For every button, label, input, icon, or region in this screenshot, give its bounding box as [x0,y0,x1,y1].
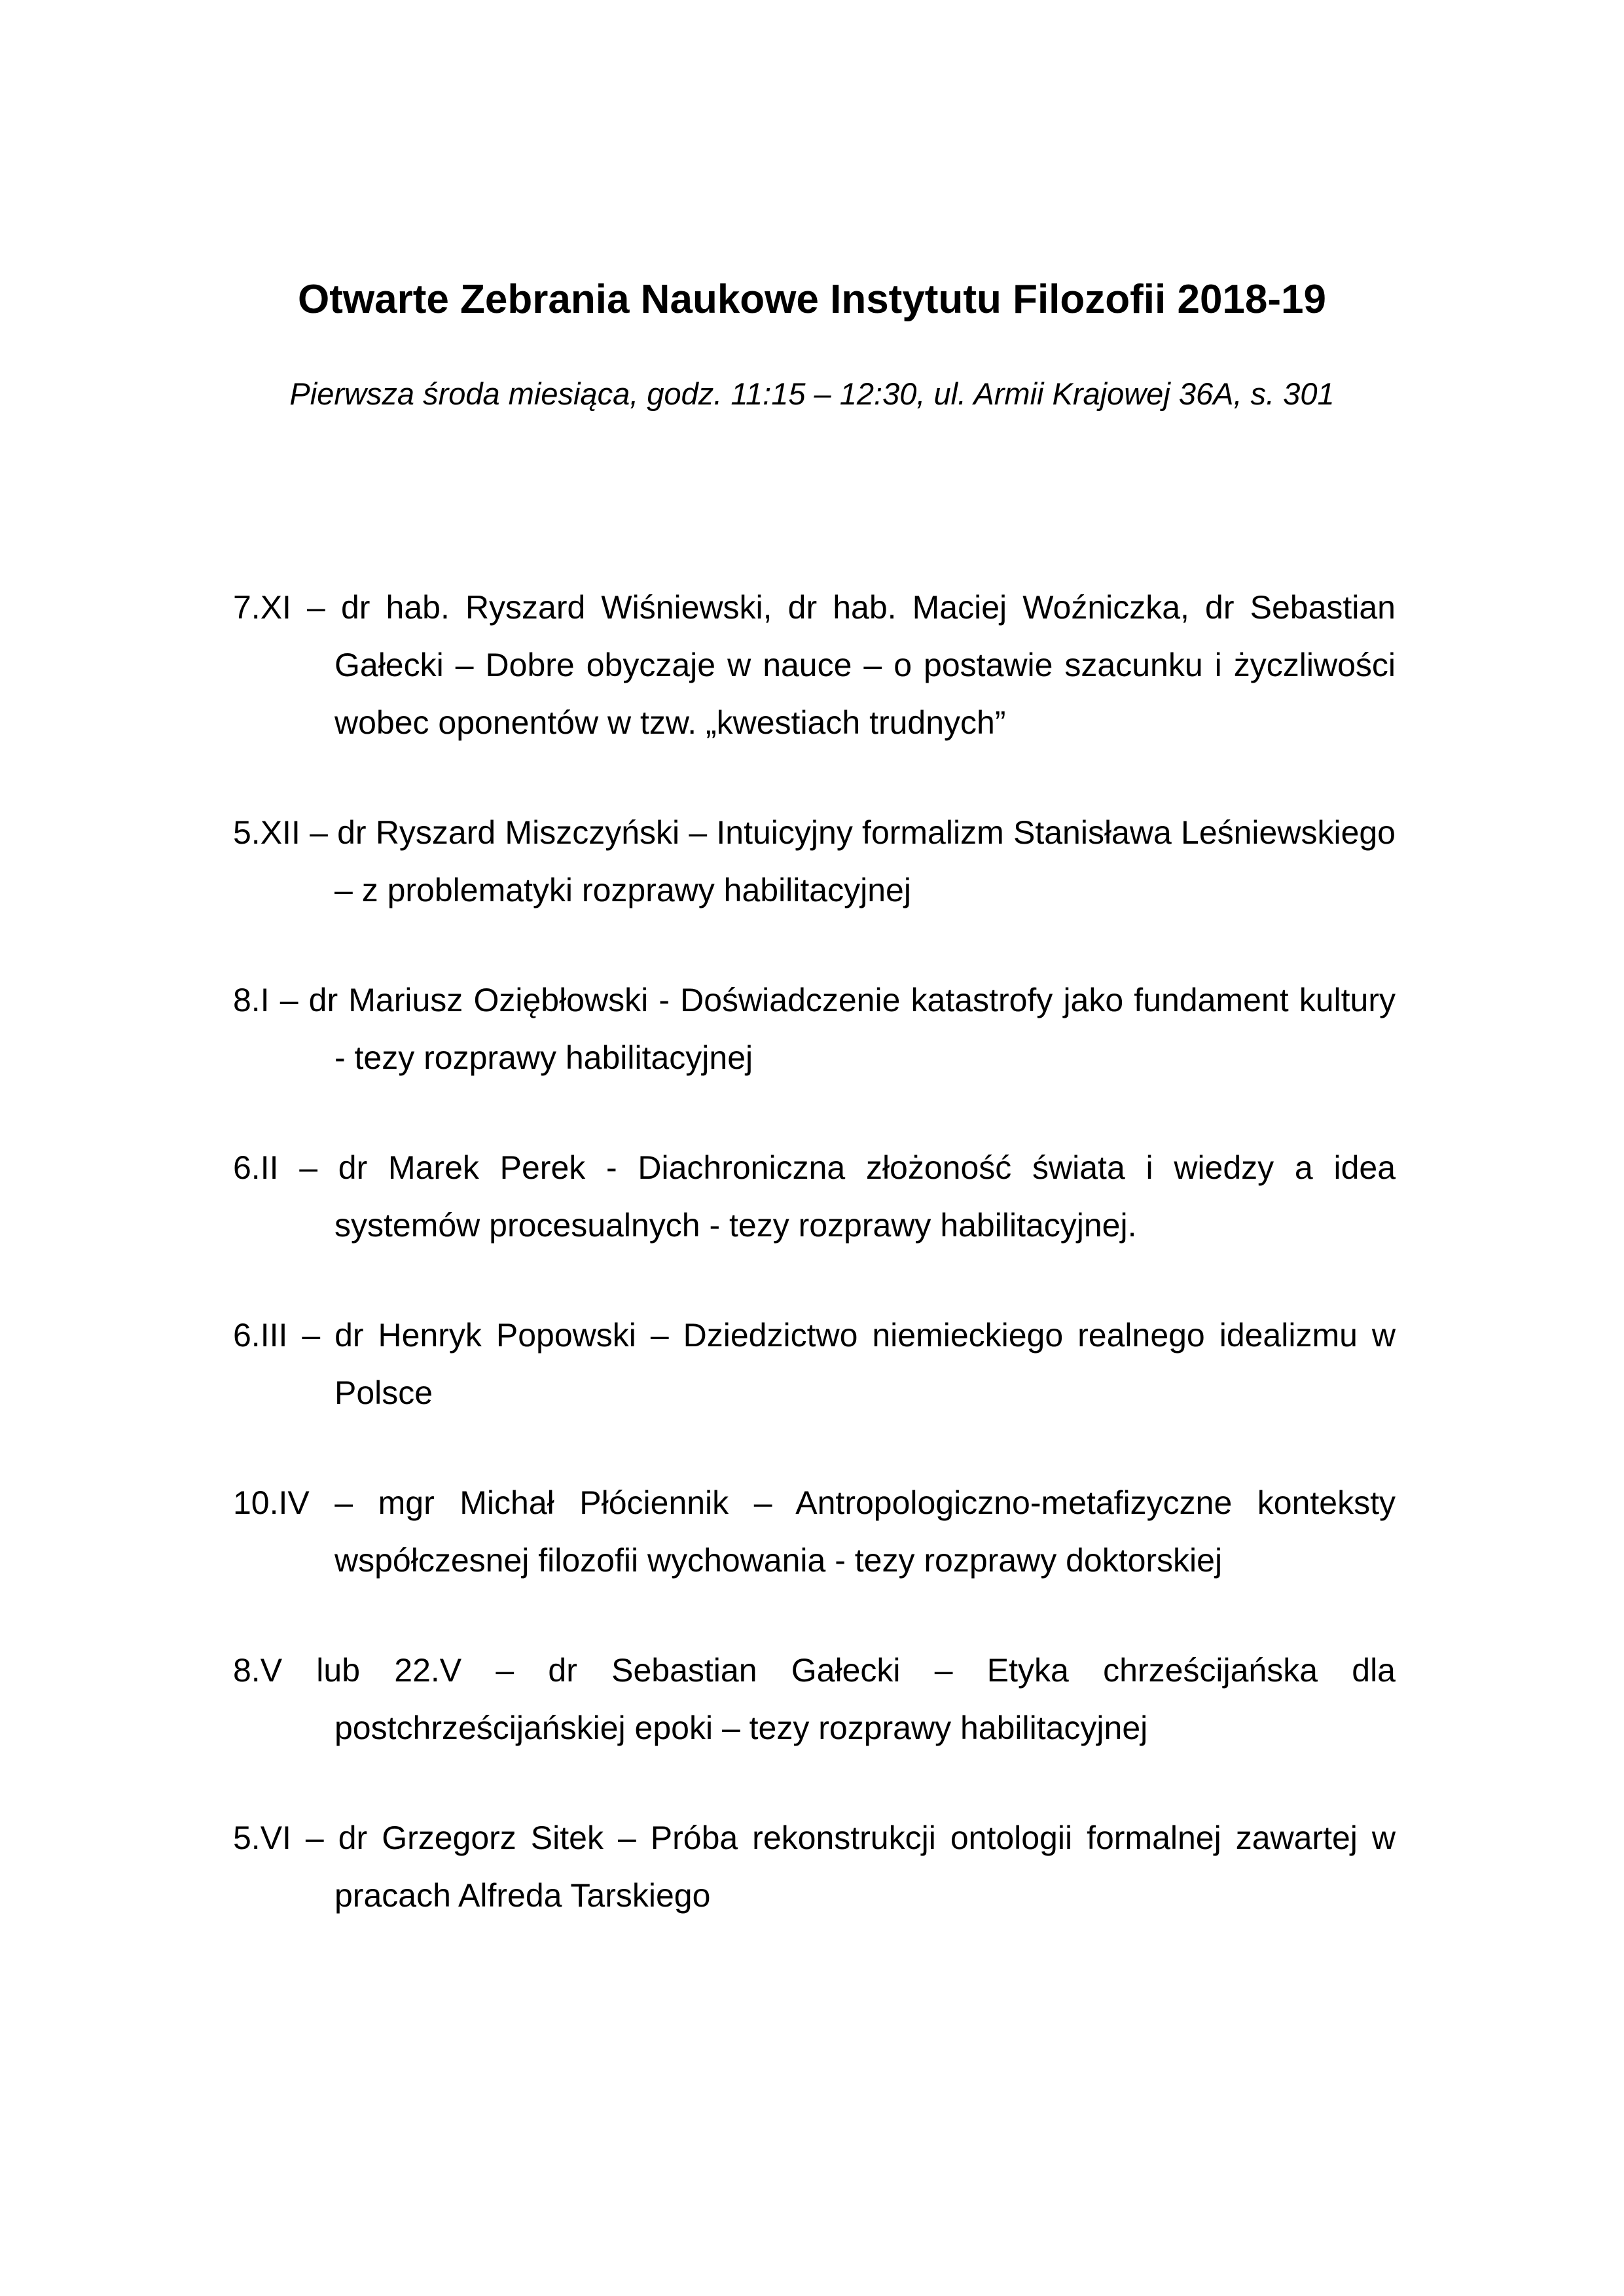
meeting-list [233,579,1396,1977]
meeting-entry: 10.IV – mgr Michał Płóciennik – Antropologiczno-metafizyczne konteksty współczesnej filozofii wychowania - tezy rozprawy doktorskiej [233,1484,1396,1579]
meeting-entry: 8.V lub 22.V – dr Sebastian Gałecki – Etyka chrześcijańska dla postchrześcijańskiej epoki – tezy rozprawy habilitacyjnej [233,1652,1396,1746]
meeting-entry: 7.XI – dr hab. Ryszard Wiśniewski, dr hab. Maciej Woźniczka, dr Sebastian Gałecki – Dobre obyczaje w nauce – o postawie szacunku i życzliwości wobec oponentów w tzw. „kwestiach trudnych” [233,589,1396,741]
meeting-entry: 8.I – dr Mariusz Oziębłowski - Doświadczenie katastrofy jako fundament kultury - tezy rozprawy habilitacyjnej [233,982,1396,1076]
meeting-entry: 6.II – dr Marek Perek - Diachroniczna złożoność świata i wiedzy a idea systemów procesualnych - tezy rozprawy habilitacyjnej. [233,1149,1396,1244]
document-subtitle: Pierwsza środa miesiąca, godz. 11:15 – 12:30, ul. Armii Krajowej 36A, s. 301 [289,376,1335,411]
document-title: Otwarte Zebrania Naukowe Instytutu Filozofii 2018-19 [297,277,1326,322]
meeting-entry: 5.VI – dr Grzegorz Sitek – Próba rekonstrukcji ontologii formalnej zawartej w pracach Alfreda Tarskiego [233,1820,1396,1914]
meeting-entry: 5.XII – dr Ryszard Miszczyński – Intuicyjny formalizm Stanisława Leśniewskiego – z problematyki rozprawy habilitacyjnej [233,814,1396,908]
meeting-entry: 6.III – dr Henryk Popowski – Dziedzictwo niemieckiego realnego idealizmu w Polsce [233,1317,1396,1411]
